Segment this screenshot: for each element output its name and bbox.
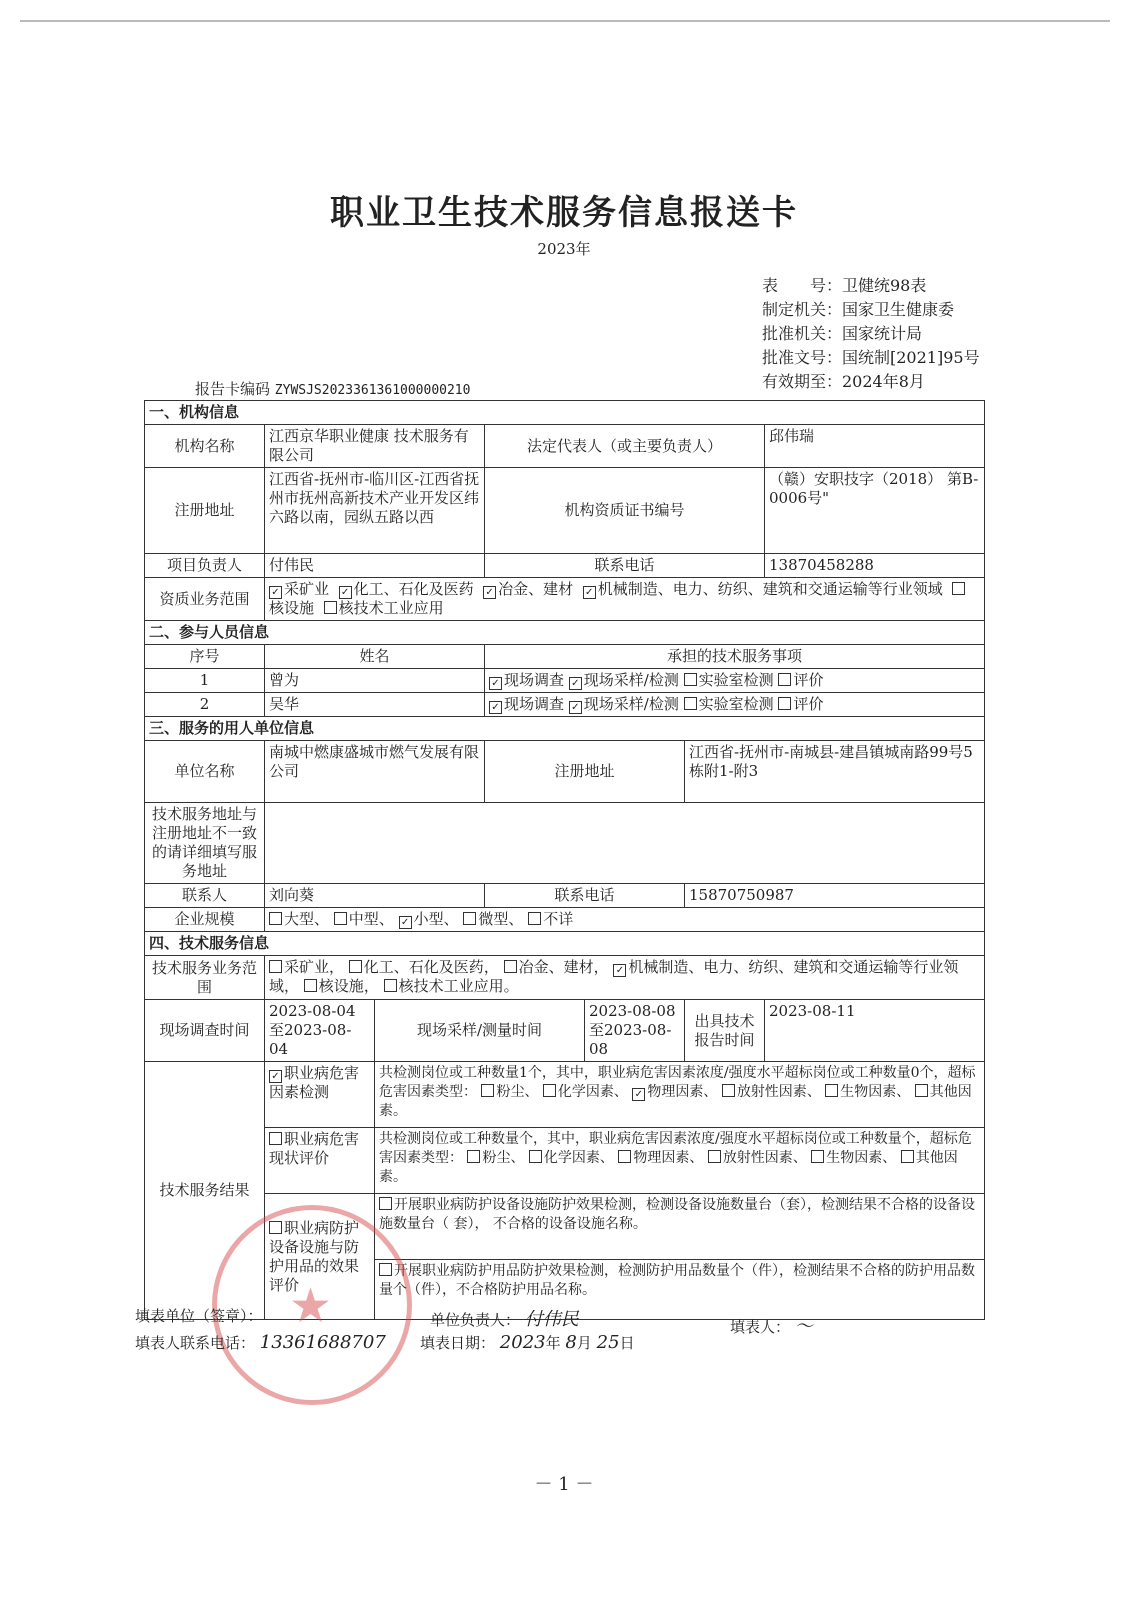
checkbox-icon[interactable]: ✓ [339,586,352,599]
card-number [195,378,470,399]
staff-items: ✓ 现场调查 ✓ 现场采样/检测 实验室检测 评价 [485,693,985,717]
checkbox-icon[interactable] [543,1084,556,1097]
cert-value: （赣）安职技字（2018） 第B-0006号" [765,468,985,554]
qualification-scope-label: 资质业务范围 [145,578,265,621]
checkbox-icon[interactable] [618,1150,631,1163]
result-assessment-text: 共检测岗位或工种数量个，其中，职业病危害因素浓度/强度水平超标岗位或工种数量个，超标危害因素类型： 粉尘、 化学因素、 物理因素、 放射性因素、 生物因素、 其他因素。 [375,1128,985,1194]
filler-phone-label: 填表人联系电话： [135,1334,256,1352]
scope-option[interactable]: ✓ 采矿业 [269,580,329,598]
checkbox-icon[interactable] [334,912,347,925]
checkbox-icon[interactable]: ✓ [489,677,502,690]
checkbox-icon[interactable]: ✓ [489,701,502,714]
scan-edge-line [20,20,1110,22]
legal-rep-label: 法定代表人（或主要负责人） [485,425,765,468]
checkbox-icon[interactable] [684,697,697,710]
checkbox-icon[interactable] [269,960,282,973]
card-number-value: ZYWSJS2023361361000000210 [274,383,471,398]
unit-phone-label: 联系电话 [485,884,685,908]
service-scope-label: 技术服务业务范围 [145,956,265,1000]
checkbox-icon[interactable] [467,1150,480,1163]
scope-option[interactable]: ✓ 冶金、建材 [483,580,573,598]
checkbox-icon[interactable] [269,1132,282,1145]
filler-unit-label: 填表单位（签章）： [135,1307,263,1325]
project-lead-label: 项目负责人 [145,554,265,578]
report-time-label: 出具技术报告时间 [685,1000,765,1062]
scope-option[interactable]: ✓ 机械制造、电力、纺织、建筑和交通运输等行业领域 [583,580,943,598]
staff-items: ✓ 现场调查 ✓ 现场采样/检测 实验室检测 评价 [485,669,985,693]
unit-reg-addr-label: 注册地址 [485,741,685,803]
meta-approver: 批准机关：国家统计局 [762,324,923,343]
service-result-label: 技术服务结果 [145,1062,265,1320]
checkbox-icon[interactable] [463,912,476,925]
checkbox-icon[interactable] [684,673,697,686]
checkbox-icon[interactable]: ✓ [399,916,412,929]
checkbox-icon[interactable]: ✓ [569,677,582,690]
survey-time-value: 2023-08-04至2023-08-04 [265,1000,375,1062]
unit-head-signature: 付伟民 [524,1309,579,1330]
form-meta [762,274,980,394]
contact-label: 联系人 [145,884,265,908]
unit-phone-value: 15870750987 [685,884,985,908]
scope-option[interactable]: ✓ 化工、石化及医药 [339,580,474,598]
filler-phone-value: 13361688707 [259,1332,386,1353]
checkbox-icon[interactable] [825,1084,838,1097]
checkbox-icon[interactable] [481,1084,494,1097]
result-protection-articles: 开展职业病防护用品防护效果检测，检测防护用品数量个（件），检测结果不合格的防护用品数量个（件），不合格防护用品名称。 [375,1260,985,1320]
section4-header: 四、技术服务信息 [145,932,985,956]
checkbox-icon[interactable] [384,979,397,992]
result-protection-label: 职业病防护设备设施与防护用品的效果评价 [265,1194,375,1320]
section2-header: 二、参与人员信息 [145,621,985,645]
result-detection-label: ✓ 职业病危害因素检测 [265,1062,375,1128]
service-addr-label: 技术服务地址与注册地址不一致的请详细填写服务地址 [145,803,265,884]
contact-value: 刘向葵 [265,884,485,908]
report-year: 2023年 [537,240,591,258]
org-reg-addr-value: 江西省-抚州市-临川区-江西省抚州市抚州高新技术产业开发区纬六路以南，园纵五路以西 [265,468,485,554]
checkbox-icon[interactable] [349,960,362,973]
meta-valid: 有效期至：2024年8月 [762,372,925,391]
checkbox-icon[interactable]: ✓ [583,586,596,599]
checkbox-icon[interactable] [269,912,282,925]
legal-rep-value: 邱伟瑞 [765,425,985,468]
sampling-time-label: 现场采样/测量时间 [375,1000,585,1062]
fill-date-month: 8 [565,1332,577,1353]
checkbox-icon[interactable]: ✓ [269,1070,282,1083]
staff-name: 曾为 [265,669,485,693]
unit-head-label: 单位负责人： [430,1311,521,1329]
meta-approval-no: 批准文号：国统制[2021]95号 [762,348,980,367]
staff-name: 吴华 [265,693,485,717]
fill-date-label: 填表日期： [420,1334,496,1352]
checkbox-icon[interactable]: ✓ [269,586,282,599]
filler-unit [135,1305,263,1326]
checkbox-icon[interactable]: ✓ [632,1088,645,1101]
fill-date: 填表日期： 2023年 8月 25日 [420,1332,635,1353]
scope-option[interactable]: 核技术工业应用 [324,599,444,617]
checkbox-icon[interactable] [915,1084,928,1097]
survey-time-label: 现场调查时间 [145,1000,265,1062]
checkbox-icon[interactable] [379,1197,392,1210]
checkbox-icon[interactable] [529,1150,542,1163]
checkbox-icon[interactable] [708,1150,721,1163]
meta-maker: 制定机关：国家卫生健康委 [762,300,955,319]
staff-row [145,693,985,717]
checkbox-icon[interactable] [952,582,965,595]
section1-header: 一、机构信息 [145,401,985,425]
service-scope-options: 采矿业， 化工、石化及医药， 冶金、建材， ✓ 机械制造、电力、纺织、建筑和交通运输等行业领域， 核设施， 核技术工业应用。 [265,956,985,1000]
org-name-value: 江西京华职业健康 技术服务有限公司 [265,425,485,468]
checkbox-icon[interactable] [504,960,517,973]
filler-signature: ～ [794,1316,813,1337]
unit-name-label: 单位名称 [145,741,265,803]
report-form-table [144,400,985,1320]
checkbox-icon[interactable]: ✓ [569,701,582,714]
staff-row [145,669,985,693]
service-addr-value [265,803,985,884]
unit-reg-addr-value: 江西省-抚州市-南城县-建昌镇城南路99号5栋附1-附3 [685,741,985,803]
qualification-scope-options [265,578,985,621]
filler-label: 填表人： [730,1318,791,1336]
company-size-options: 大型、 中型、 ✓ 小型、 微型、 不详 [265,908,985,932]
company-size-label: 企业规模 [145,908,265,932]
result-protection-equipment: 开展职业病防护设备设施防护效果检测，检测设备设施数量台（套），检测结果不合格的设备设施数量台（ 套）， 不合格的设备设施名称。 [375,1194,985,1260]
org-phone-label: 联系电话 [485,554,765,578]
filler-phone [135,1332,386,1353]
result-detection-text: 共检测岗位或工种数量1个，其中，职业病危害因素浓度/强度水平超标岗位或工种数量0个，超标危害因素类型： 粉尘、 化学因素、 ✓ 物理因素、 放射性因素、 生物因素、 其他因素。 [375,1062,985,1128]
checkbox-icon[interactable] [324,601,337,614]
checkbox-icon[interactable] [304,979,317,992]
checkbox-icon[interactable]: ✓ [483,586,496,599]
org-reg-addr-label: 注册地址 [145,468,265,554]
document-title: 职业卫生技术服务信息报送卡 [330,193,798,233]
unit-head [430,1305,579,1331]
fill-date-year: 2023 [499,1332,546,1353]
page-number: － 1 － [534,1474,594,1495]
org-phone-value: 13870458288 [765,554,985,578]
checkbox-icon[interactable]: ✓ [613,964,626,977]
seal-star-icon: ★ [289,1278,333,1334]
project-lead-value: 付伟民 [265,554,485,578]
filler [730,1312,813,1338]
staff-no: 2 [145,693,265,717]
cert-label: 机构资质证书编号 [485,468,765,554]
unit-name-value: 南城中燃康盛城市燃气发展有限公司 [265,741,485,803]
col-no-header: 序号 [145,645,265,669]
checkbox-icon[interactable] [778,673,791,686]
staff-no: 1 [145,669,265,693]
checkbox-icon[interactable] [811,1150,824,1163]
meta-table-no: 表 号：卫健统98表 [762,276,927,295]
checkbox-icon[interactable] [901,1150,914,1163]
col-name-header: 姓名 [265,645,485,669]
org-name-label: 机构名称 [145,425,265,468]
report-time-value: 2023-08-11 [765,1000,985,1062]
section3-header: 三、服务的用人单位信息 [145,717,985,741]
fill-date-day: 25 [596,1332,620,1353]
col-items-header: 承担的技术服务事项 [485,645,985,669]
checkbox-icon[interactable] [778,697,791,710]
result-assessment-label: 职业病危害现状评价 [265,1128,375,1194]
card-number-label: 报告卡编码 [195,380,271,398]
checkbox-icon[interactable] [722,1084,735,1097]
checkbox-icon[interactable] [528,912,541,925]
scope-option[interactable]: 核设施 [269,580,967,617]
sampling-time-value: 2023-08-08至2023-08-08 [585,1000,685,1062]
